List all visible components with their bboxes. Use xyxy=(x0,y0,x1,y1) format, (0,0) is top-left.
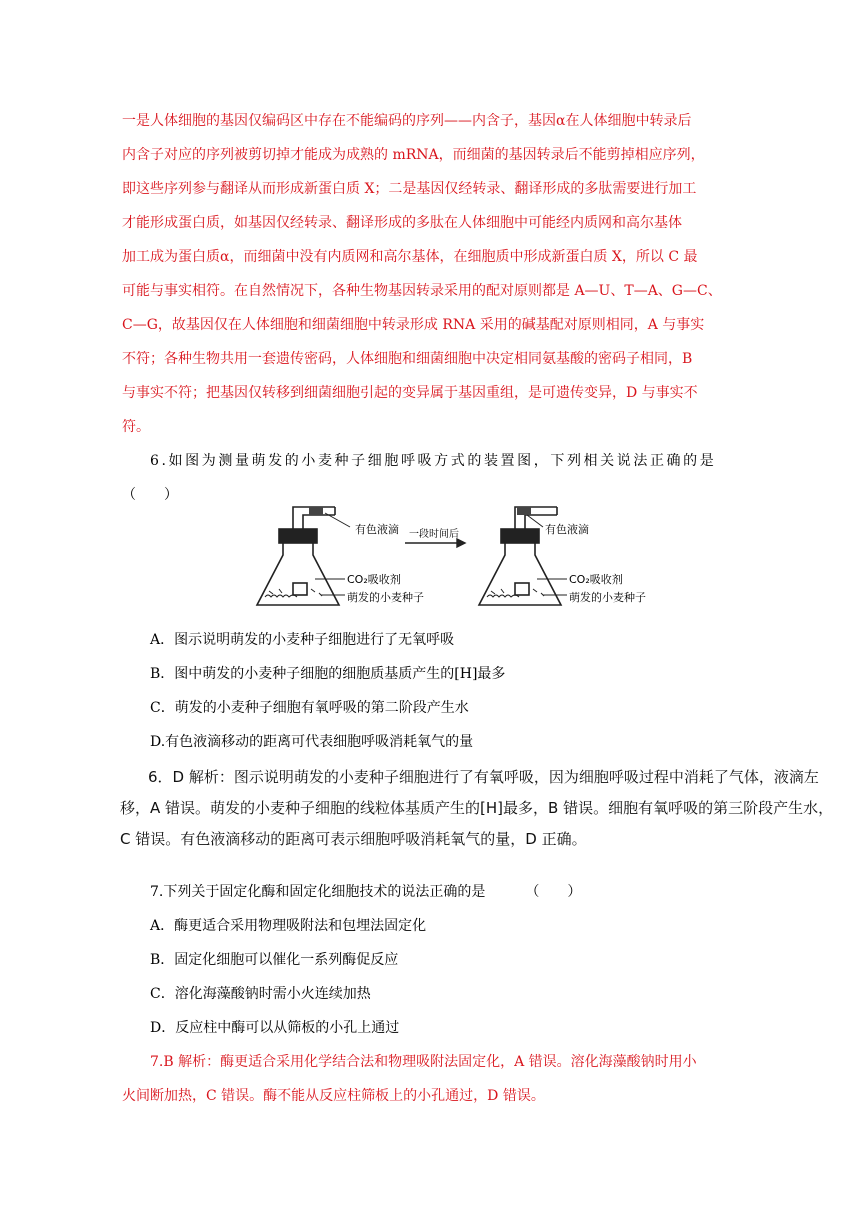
option-d: D．反应柱中酶可以从筛板的小孔上通过 xyxy=(150,1020,400,1036)
answer-line: 6．D 解析：图示说明萌发的小麦种子细胞进行了有氧呼吸，因为细胞呼吸过程中消耗了气体，液滴左 xyxy=(148,768,819,786)
answer-line: 移，A 错误。萌发的小麦种子细胞的线粒体基质产生的[H]最多，B 错误。细胞有氧呼吸的第三阶段产生水， xyxy=(120,799,834,817)
option-c: C．萌发的小麦种子细胞有氧呼吸的第二阶段产生水 xyxy=(150,700,469,716)
explanation-line: 不符；各种生物共用一套遗传密码，人体细胞和细菌细胞中决定相同氨基酸的密码子相同，B xyxy=(122,351,693,367)
option-c: C．溶化海藻酸钠时需小火连续加热 xyxy=(150,986,371,1002)
explanation-line: 才能形成蛋白质，如基因仅经转录、翻译形成的多肽在人体细胞中可能经内质网和高尔基体 xyxy=(122,215,682,231)
label-seeds: 萌发的小麦种子 xyxy=(347,591,424,604)
respiration-apparatus-figure xyxy=(255,505,655,615)
q6-answer-explanation xyxy=(120,762,834,855)
explanation-line: 即这些序列参与翻译从而形成新蛋白质 X；二是基因仅经转录、翻译形成的多肽需要进行加工 xyxy=(122,181,697,197)
label-colored-drop-2: 有色液滴 xyxy=(545,523,589,536)
answer-parentheses: （ ） xyxy=(122,487,178,503)
answer-parentheses: （ ） xyxy=(525,884,582,900)
label-co2-absorber-2: CO₂吸收剂 xyxy=(569,573,623,586)
explanation-line: 加工成为蛋白质α，而细菌中没有内质网和高尔基体，在细胞质中形成新蛋白质 X，所以 C 最 xyxy=(122,249,698,265)
question-stem-text: 7.下列关于固定化酶和固定化细胞技术的说法正确的是 xyxy=(150,884,486,900)
label-colored-drop: 有色液滴 xyxy=(355,523,399,536)
label-after-time: 一段时间后 xyxy=(409,529,459,540)
explanation-line: 一是人体细胞的基因仅编码区中存在不能编码的序列——内含子，基因α在人体细胞中转录后 xyxy=(122,113,692,129)
option-a: A．酶更适合采用物理吸附法和包埋法固定化 xyxy=(150,918,427,934)
label-co2-absorber: CO₂吸收剂 xyxy=(347,573,401,586)
option-b: B．固定化细胞可以催化一系列酶促反应 xyxy=(150,952,399,968)
explanation-line: 符。 xyxy=(122,419,150,435)
explanation-line: C—G，故基因仅在人体细胞和细菌细胞中转录形成 RNA 采用的碱基配对原则相同，A 与事实 xyxy=(122,317,705,333)
flask-after xyxy=(479,507,567,605)
explanation-line: 内含子对应的序列被剪切掉才能成为成熟的 mRNA，而细菌的基因转录后不能剪掉相应序列， xyxy=(122,147,705,163)
q7-answer-line: 7.B 解析：酶更适合采用化学结合法和物理吸附法固定化，A 错误。溶化海藻酸钠时用小 xyxy=(150,1054,697,1070)
answer-line: C 错误。有色液滴移动的距离可表示细胞呼吸消耗氧气的量，D 正确。 xyxy=(120,830,587,848)
option-d: D.有色液滴移动的距离可代表细胞呼吸消耗氧气的量 xyxy=(150,734,474,750)
option-a: A．图示说明萌发的小麦种子细胞进行了无氧呼吸 xyxy=(150,632,455,648)
question-stem: 6.如图为测量萌发的小麦种子细胞呼吸方式的装置图，下列相关说法正确的是 xyxy=(150,453,717,469)
option-b: B．图中萌发的小麦种子细胞的细胞质基质产生的[H]最多 xyxy=(150,666,506,682)
question-stem xyxy=(150,882,581,902)
time-arrow xyxy=(405,539,465,547)
flask-before xyxy=(257,507,350,605)
label-seeds-2: 萌发的小麦种子 xyxy=(569,591,646,604)
explanation-line: 可能与事实相符。在自然情况下，各种生物基因转录采用的配对原则都是 A—U、T—A、G—C、 xyxy=(122,283,722,299)
q7-answer-line: 火间断加热，C 错误。酶不能从反应柱筛板上的小孔通过，D 错误。 xyxy=(122,1088,545,1104)
explanation-line: 与事实不符；把基因仅转移到细菌细胞引起的变异属于基因重组，是可遗传变异，D 与事实不 xyxy=(122,385,698,401)
